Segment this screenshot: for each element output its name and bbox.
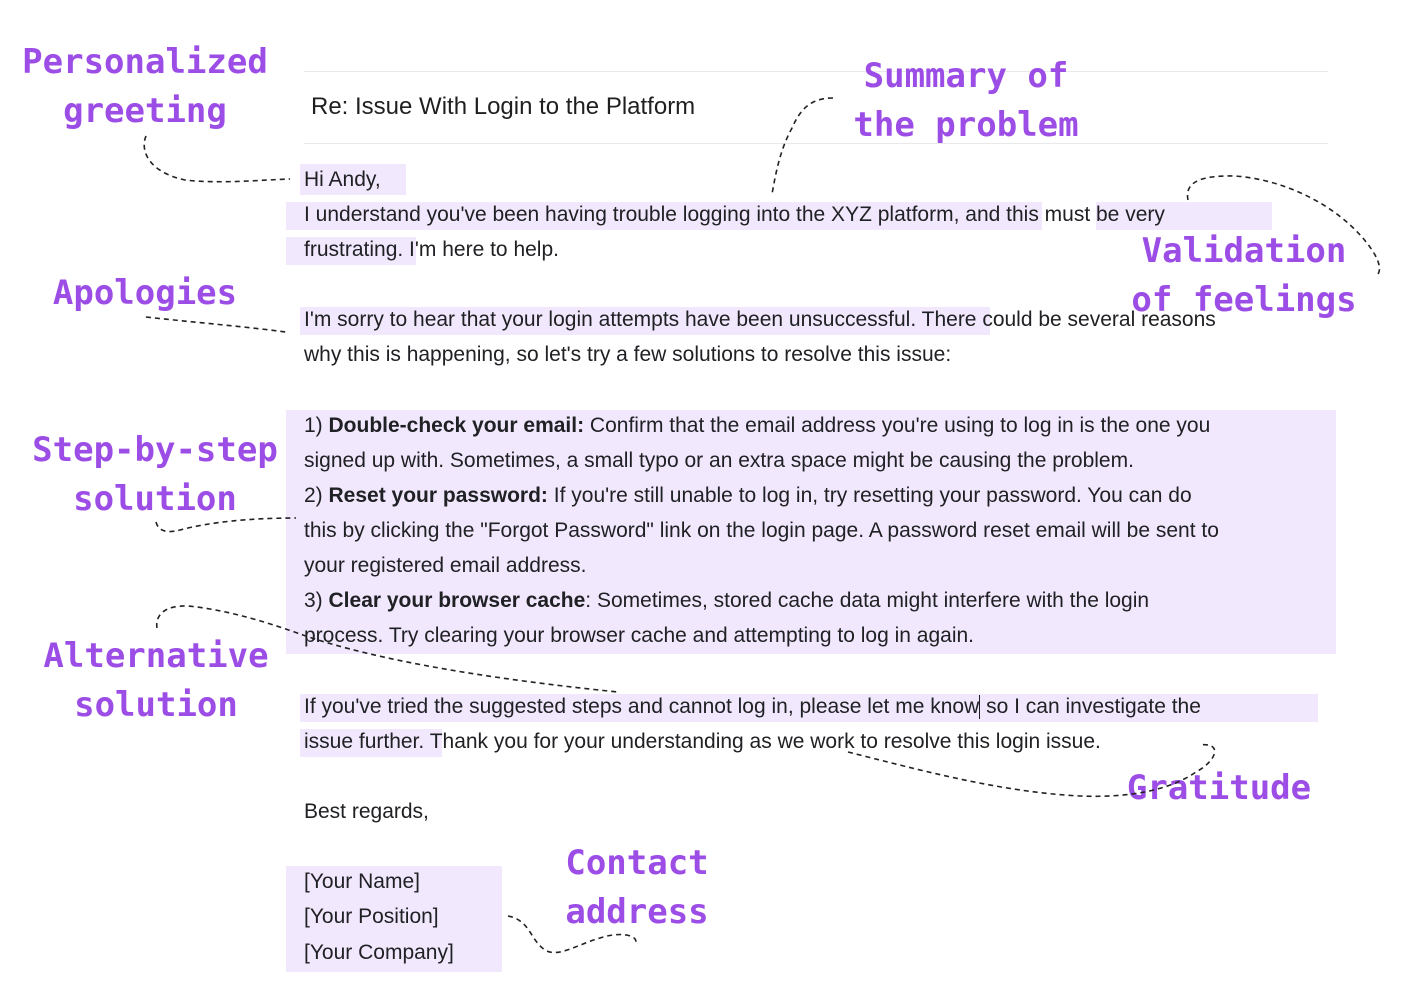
email-greeting: Hi Andy, — [304, 168, 381, 191]
step-2-line-2: this by clicking the "Forgot Password" link on the login page. A password reset email will be sent to — [304, 519, 1219, 542]
signature-company: [Your Company] — [304, 941, 454, 964]
paragraph-1-line-1: I understand you've been having trouble logging into the XYZ platform, and this must be very — [304, 203, 1165, 226]
paragraph-2-line-2: why this is happening, so let's try a few solutions to resolve this issue: — [304, 343, 952, 366]
annotation-apologies: Apologies — [52, 273, 238, 313]
apology-text: I'm sorry to hear that your login attempts have been unsuccessful. — [304, 308, 917, 331]
annotation-validation-of-feelings: Validation of feelings — [1131, 231, 1357, 320]
step-1-line-2: signed up with. Sometimes, a small typo or an extra space might be causing the problem. — [304, 449, 1134, 472]
connector-steps — [156, 518, 296, 532]
annotation-contact-address: Contact address — [565, 843, 709, 932]
annotation-gratitude: Gratitude — [1126, 768, 1312, 808]
annotation-summary-of-problem: Summary of the problem — [853, 56, 1079, 145]
validation-text: his must be very — [1011, 203, 1165, 226]
connector-alternative — [157, 606, 618, 692]
email-subject: Re: Issue With Login to the Platform — [311, 93, 696, 120]
paragraph-1-line-2: frustrating. I'm here to help. — [304, 238, 559, 261]
step-2-line-1: 2) Reset your password: If you're still unable to log in, try resetting your password. You can do — [304, 484, 1192, 507]
gratitude-text: Thank you for your understanding as we work to resolve this login issue. — [424, 730, 1101, 753]
paragraph-3-line-2: issue further. Thank you for your understanding as we work to resolve this login issue. — [304, 730, 1101, 753]
paragraph-2-line-1: I'm sorry to hear that your login attempts have been unsuccessful. There could be several reasons — [304, 308, 1216, 331]
connector-contact — [508, 916, 636, 953]
email-closing: Best regards, — [304, 800, 429, 823]
connector-summary — [772, 98, 833, 194]
step-3-line-2: process. Try clearing your browser cache and attempting to log in again. — [304, 624, 975, 647]
step-1-line-1: 1) Double-check your email: Confirm that the email address you're using to log in is the one you — [304, 414, 1211, 437]
summary-text: I understand you've been having trouble logging into the XYZ platform, — [304, 203, 960, 226]
connector-apologies — [146, 317, 286, 332]
annotation-personalized-greeting: Personalized greeting — [22, 42, 268, 131]
step-3-line-1: 3) Clear your browser cache: Sometimes, stored cache data might interfere with the login — [304, 589, 1150, 612]
step-2-line-3: your registered email address. — [304, 554, 587, 577]
annotation-step-by-step-solution: Step-by-step solution — [32, 430, 278, 519]
annotation-alternative-solution: Alternative solution — [43, 636, 269, 725]
connector-greeting — [144, 136, 290, 182]
connector-validation — [1188, 176, 1380, 276]
connector-gratitude — [848, 745, 1215, 797]
paragraph-3-line-1: If you've tried the suggested steps and cannot log in, please let me know so I can investigate the — [304, 695, 1201, 718]
signature-position: [Your Position] — [304, 905, 439, 928]
signature-name: [Your Name] — [304, 870, 420, 893]
